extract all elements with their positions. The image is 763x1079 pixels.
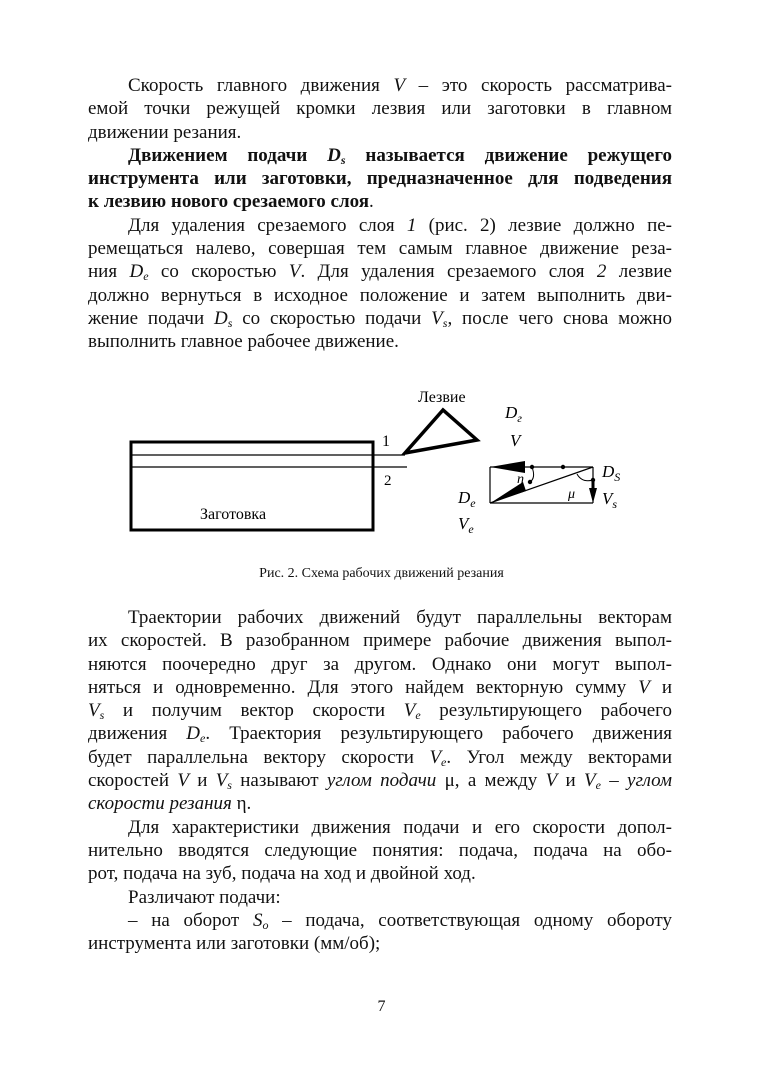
- text-line: [88, 284, 672, 307]
- vs-arrow: [589, 488, 597, 503]
- text-line: [88, 97, 672, 120]
- eta-arc: [530, 467, 534, 482]
- text-line: [88, 214, 672, 237]
- text-line: [88, 699, 672, 722]
- text-run: (рис. 2) лезвие должно пе-: [416, 214, 672, 236]
- text-run: o: [262, 917, 269, 932]
- text-run: S: [252, 909, 263, 931]
- text-run: V: [583, 770, 596, 792]
- text-run: V: [215, 770, 228, 792]
- layer-2-label: 2: [384, 473, 392, 489]
- mu-arc: [577, 474, 593, 481]
- text-line: [88, 722, 672, 745]
- text-run: называется движение режущего: [345, 144, 673, 166]
- text-run: движения: [88, 723, 187, 745]
- paragraph: [88, 909, 672, 956]
- paragraph: [88, 214, 672, 354]
- text-line: [88, 260, 672, 283]
- text-run: s: [227, 315, 233, 330]
- text-line: [88, 190, 672, 213]
- text-run: движении резания.: [88, 121, 242, 143]
- text-run: будет параллельна вектору скорости: [88, 746, 430, 768]
- text-run: s: [99, 708, 105, 723]
- text-line: [88, 746, 672, 769]
- vs-label: $V_s$: [602, 489, 618, 511]
- dr-label: $D_г$: [505, 403, 522, 425]
- text-run: V: [431, 307, 443, 329]
- text-run: – подача, соответствующая одному обороту: [268, 909, 672, 931]
- text-run: углом подачи: [326, 770, 437, 792]
- text-line: [88, 606, 672, 629]
- text-line: [88, 330, 672, 353]
- text-line: [88, 167, 672, 190]
- text-run: s: [340, 152, 346, 167]
- text-run: Различают подачи:: [128, 886, 281, 908]
- text-run: лезвие: [606, 261, 672, 283]
- text-run: μ, а между: [436, 770, 546, 792]
- text-run: и: [649, 676, 672, 698]
- text-run: их скоростей. В разобранном примере рабочие движения выпол-: [88, 630, 672, 652]
- text-run: и получим вектор скорости: [104, 700, 404, 722]
- text-run: жение подачи: [88, 307, 214, 329]
- text-run: инструмента или заготовки (мм/об);: [88, 933, 381, 955]
- text-block-top: [88, 74, 672, 354]
- text-run: . Для удаления срезаемого слоя: [300, 261, 597, 283]
- mu-label: μ: [568, 487, 576, 502]
- text-line: [88, 629, 672, 652]
- text-line: [88, 792, 672, 815]
- text-line: [88, 676, 672, 699]
- text-line: [88, 237, 672, 260]
- text-run: результирующего рабочего: [420, 700, 672, 722]
- text-run: рот, подача на зуб, подача на ход и двойной ход.: [88, 863, 476, 885]
- text-run: D: [186, 723, 201, 745]
- blade-label: Лезвие: [418, 389, 466, 406]
- text-run: V: [177, 770, 189, 792]
- text-run: e: [200, 731, 206, 746]
- text-run: няются поочередно друг за другом. Однако они могут выпол-: [88, 653, 672, 675]
- text-run: V: [288, 261, 301, 283]
- text-run: . Траектория результирующего рабочего движения: [205, 723, 672, 745]
- text-run: и: [557, 770, 584, 792]
- text-run: . Угол между векторами: [446, 746, 672, 768]
- text-run: со скоростью подачи: [232, 307, 432, 329]
- page-number: 7: [377, 998, 386, 1015]
- text-run: нительно вводятся следующие понятия: подача, подача на обо-: [88, 839, 672, 861]
- text-run: V: [545, 770, 558, 792]
- paragraph: [88, 816, 672, 886]
- text-line: [88, 121, 672, 144]
- text-line: [88, 307, 672, 330]
- layer-1-label: 1: [382, 433, 390, 450]
- text-run: называют: [231, 770, 327, 792]
- text-run: e: [595, 778, 601, 793]
- text-run: D: [327, 144, 341, 166]
- text-run: выполнить главное рабочее движение.: [88, 331, 399, 353]
- text-run: V: [403, 700, 416, 722]
- blade-icon: [405, 410, 477, 453]
- eta-label: η: [517, 472, 524, 487]
- text-run: V: [429, 746, 442, 768]
- text-line: [88, 74, 672, 97]
- paragraph: [88, 74, 672, 144]
- text-run: V: [638, 676, 650, 698]
- text-run: должно вернуться в исходное положение и затем выполнить дви-: [88, 284, 672, 306]
- text-run: e: [143, 269, 149, 284]
- text-run: V: [393, 75, 406, 96]
- text-run: – на оборот: [128, 909, 253, 931]
- text-run: Траектории рабочих движений будут параллельны векторам: [128, 607, 672, 628]
- v-label: V: [510, 431, 521, 450]
- text-run: D: [213, 307, 228, 329]
- text-run: D: [129, 261, 144, 283]
- text-line: [88, 862, 672, 885]
- text-line: [88, 816, 672, 839]
- paragraph: [88, 886, 672, 909]
- ve-label: $V_e$: [458, 514, 474, 536]
- cutting-motion-diagram: [0, 370, 763, 560]
- text-run: скорости резания: [88, 793, 232, 815]
- text-line: [88, 839, 672, 862]
- text-run: ремещаться налево, совершая тем самым главное движение реза-: [88, 238, 672, 260]
- text-run: инструмента или заготовки, предназначенное для подведения: [88, 168, 672, 190]
- text-run: скоростей: [88, 770, 178, 792]
- de-label: $D_e$: [458, 488, 476, 510]
- text-run: , после чего снова можно: [447, 307, 673, 329]
- text-run: .: [369, 191, 374, 213]
- text-run: s: [227, 778, 232, 793]
- text-run: няться и одновременно. Для этого найдем векторную сумму: [88, 676, 639, 698]
- text-line: [88, 144, 672, 167]
- paragraph: [88, 606, 672, 816]
- ds-label: $D_S$: [602, 462, 621, 484]
- text-run: – это скорость рассматрива-: [405, 75, 672, 96]
- text-block-bottom: [88, 606, 672, 955]
- text-run: 1: [406, 214, 417, 236]
- text-run: – углом: [600, 770, 673, 792]
- text-line: [88, 932, 672, 955]
- text-run: Для удаления срезаемого слоя: [128, 214, 407, 236]
- text-run: Скорость главного движения: [128, 75, 394, 96]
- text-run: s: [442, 315, 448, 330]
- text-run: V: [88, 700, 100, 722]
- text-run: e: [415, 708, 421, 723]
- text-line: [88, 909, 672, 932]
- text-run: 2: [596, 261, 607, 283]
- text-run: со скоростью: [148, 261, 289, 283]
- figure-caption: Рис. 2. Схема рабочих движений резания: [259, 566, 504, 581]
- text-run: Для характеристики движения подачи и его скорости допол-: [128, 816, 672, 838]
- text-run: η.: [231, 793, 252, 815]
- velocity-vectors: [490, 461, 597, 503]
- text-run: к лезвию нового срезаемого слоя: [88, 191, 370, 213]
- workpiece-label: Заготовка: [200, 506, 267, 523]
- text-line: [88, 886, 672, 909]
- text-run: емой точки режущей кромки лезвия или заготовки в главном: [88, 98, 672, 120]
- text-line: [88, 653, 672, 676]
- text-run: и: [188, 770, 216, 792]
- paragraph: [88, 144, 672, 214]
- text-run: ния: [88, 261, 130, 283]
- text-run: Движением подачи: [128, 144, 328, 166]
- text-line: [88, 769, 672, 792]
- text-run: e: [441, 754, 447, 769]
